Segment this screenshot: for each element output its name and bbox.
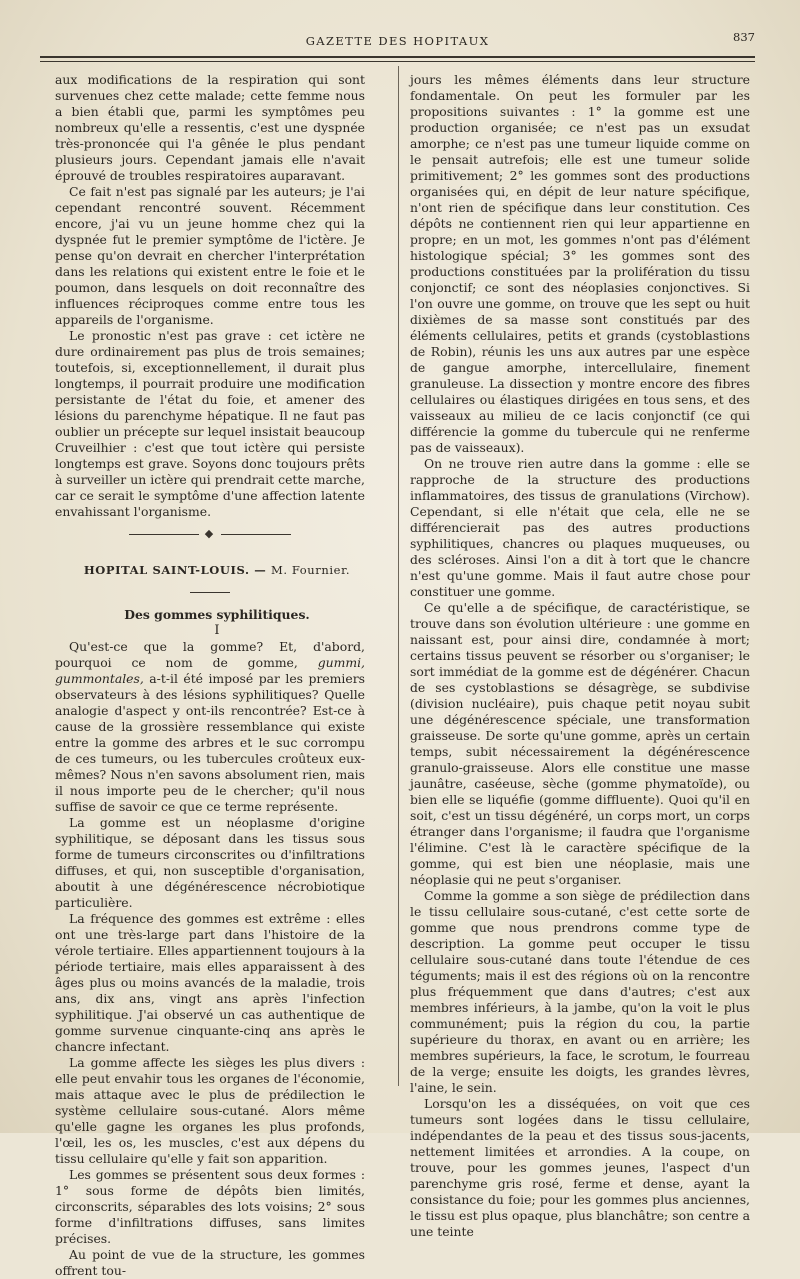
hospital-name: HOPITAL SAINT-LOUIS. —: [83, 563, 267, 577]
paragraph: Ce fait n'est pas signalé par les auteurs; je l'ai cependant rencontré souvent. Récemment encore, j'ai vu un jeune homme chez qui la dyspnée fut le premier symptôme de l'ictère. Je pense qu'on devrait en chercher l'interprétation dans les relations qui existent entre le foie et le poumon, dans lesquels on doit reconnaître des influences réciproques comme entre tous les appareils de l'organisme.: [55, 184, 365, 327]
section-heading: [55, 562, 365, 578]
section-number: I: [214, 623, 220, 638]
header-rule-thin: [40, 61, 755, 62]
paragraph: Comme la gomme a son siège de prédilection dans le tissu cellulaire sous-cutané, c'est cette sorte de gomme que nous prendrons comme type de description. La gomme peut occuper le tissu cellulaire sous-cutané dans toute l'étendue de ces téguments; mais il est des régions où on la rencontre plus fréquemment que dans d'autres; c'est aux membres inférieurs, à la jambe, qu'on la voit le plus communément; puis la région du cou, la partie supérieure du thorax, en avant ou en arrière; les membres supérieurs, la face, le scrotum, le fourreau de la verge; ensuite les doigts, les grandes lèvres, l'aine, le sein.: [410, 888, 750, 1095]
paragraph: Ce qu'elle a de spécifique, de caractéristique, se trouve dans son évolution ultérieure : une gomme en naissant est, pour ainsi dire, condamnée à mort; certains tissus peuvent se résorber ou s'organiser; le sort immédiat de la gomme est de dégénérer. Chacun de ses cystoblastions se désagrège, se subdivise (division nucléaire), puis chaque petit noyau subit une dégénérescence spéciale, une transformation graisseuse. De sorte qu'une gomme, après un certain temps, subit nécessairement la dégénérescence granulo-graisseuse. Alors elle constitue une masse jaunâtre, caséeuse, sèche (gomme phymatoïde), ou bien elle se liquéfie (gomme diffluente). Quoi qu'il en soit, c'est un tissu dégénéré, un corps mort, un corps étranger dans l'organisme; il faudra que l'organisme l'élimine. C'est là le caractère spécifique de la gomme, qui est bien une néoplasie, mais une néoplasie qui ne peut s'organiser.: [410, 600, 750, 887]
author-name: M. Fournier.: [270, 563, 351, 577]
journal-title: GAZETTE DES HOPITAUX: [305, 34, 490, 48]
latin-term: gummi, gummontales,: [55, 655, 365, 686]
paragraph: La gomme affecte les sièges les plus divers : elle peut envahir tous les organes de l'économie, mais attaque avec le plus de prédilection le système cellulaire sous-cutané. Alors même qu'elle gagne les organes les plus profonds, l'œil, les os, les muscles, c'est aux dépens du tissu cellulaire qu'elle y fait son apparition.: [55, 1055, 365, 1166]
paragraph: La gomme est un néoplasme d'origine syphilitique, se déposant dans les tissus sous forme de tumeurs circonscrites ou d'infiltrations diffuses, et qui, non susceptible d'organisation, aboutit à une dégénérescence nécrobiotique particulière.: [55, 815, 365, 910]
short-rule: [190, 592, 230, 593]
right-column: [410, 72, 750, 1240]
paragraph: Qu'est-ce que la gomme? Et, d'abord, pourquoi ce nom de gomme, gummi, gummontales, a-t-il été imposé par les premiers observateurs à des lésions syphilitiques? Quelle analogie d'aspect y ont-ils rencontrée? Est-ce à cause de la grossière ressemblance qui existe entre la gomme des arbres et le suc corrompu de ces tumeurs, ou les tubercules croûteux eux-mêmes? Nous n'en savons absolument rien, mais il nous importe peu de le chercher; qu'il nous suffise de savoir ce que ce terme représente.: [55, 639, 365, 814]
paragraph: Lorsqu'on les a disséquées, on voit que ces tumeurs sont logées dans le tissu cellulaire, indépendantes de la peau et des tissus sous-jacents, nettement limitées et arrondies. A la coupe, on trouve, pour les gommes jeunes, l'aspect d'un parenchyme gris rosé, ferme et dense, ayant la consistance du foie; pour les gommes plus anciennes, le tissu est plus opaque, plus blanchâtre; son centre a une teinte: [410, 1096, 750, 1239]
paragraph: aux modifications de la respiration qui sont survenues chez cette malade; cette femme nous a bien établi que, parmi les symptômes peu nombreux qu'elle a ressentis, c'est une dyspnée très-prononcée qui l'a gênée le plus pendant plusieurs jours. Cependant jamais elle n'avait éprouvé de troubles respiratoires auparavant.: [55, 72, 365, 183]
left-column: [55, 72, 365, 1279]
paragraph: jours les mêmes éléments dans leur structure fondamentale. On peut les formuler par les propositions suivantes : 1° la gomme est une production organisée; ce n'est pas un exsudat amorphe; ce n'est pas une tumeur liquide comme on le pensait autrefois; elle est une tumeur solide primitivement; 2° les gommes sont des productions organisées qui, en dépit de leur nature spécifique, n'ont rien de spécifique dans leur constitution. Ces dépôts ne contiennent rien qui leur appartienne en propre; en un mot, les gommes n'ont pas d'élément histologique spécial; 3° les gommes sont des productions constituées par la prolifération du tissu conjonctif; ce sont des néoplasies conjonctives. Si l'on ouvre une gomme, on trouve que les sept ou huit dixièmes de sa masse sont constitués par des éléments cellulaires, petits et grands (cystoblastions de Robin), réunis les uns aux autres par une espèce de gangue amorphe, intercellulaire, finement granuleuse. La dissection y montre encore des fibres cellulaires ou élastiques dirigées en tous sens, et des vaisseaux au milieu de ce lacis conjonctif (ce qui différencie la gomme du tubercule qui ne renferme pas de vaisseaux).: [410, 72, 750, 455]
paragraph: Au point de vue de la structure, les gommes offrent tou-: [55, 1247, 365, 1278]
section-ornament: ◆: [55, 526, 365, 542]
paragraph: La fréquence des gommes est extrême : elles ont une très-large part dans l'histoire de la vérole tertiaire. Elles appartiennent toujours à la période tertiaire, mais elles apparaissent à des âges plus ou moins avancés de la maladie, trois ans, dix ans, vingt ans après l'infection syphilitique. J'ai observé un cas authentique de gomme survenue cinquante-cinq ans après le chancre infectant.: [55, 911, 365, 1054]
paragraph: On ne trouve rien autre dans la gomme : elle se rapproche de la structure des productions inflammatoires, des tissus de granulations (Virchow). Cependant, si elle n'était que cela, elle ne se différencierait pas des autres productions syphilitiques, chancres ou plaques muqueuses, ou des scléroses. Ainsi l'on a dit à tort que le chancre n'est qu'une gomme. Mais il faut autre chose pour constituer une gomme.: [410, 456, 750, 599]
page-number: 837: [733, 30, 755, 44]
article-title: Des gommes syphilitiques.: [124, 607, 310, 622]
column-divider: [398, 66, 399, 1086]
header-rule: [40, 56, 755, 58]
paragraph: Le pronostic n'est pas grave : cet ictère ne dure ordinairement pas plus de trois semaines; toutefois, si, exceptionnellement, il durait plus longtemps, il pourrait produire une modification persistante de l'état du foie, et amener des lésions du parenchyme hépatique. Il ne faut pas oublier un précepte sur lequel insistait beaucoup Cruveilhier : c'est que tout ictère qui persiste longtemps est grave. Soyons donc toujours prêts à surveiller un ictère qui prendrait cette marche, car ce serait le symptôme d'une affection latente envahissant l'organisme.: [55, 328, 365, 519]
paragraph: Les gommes se présentent sous deux formes : 1° sous forme de dépôts bien limités, circonscrits, séparables des lots voisins; 2° sous forme d'infiltrations diffuses, sans limites précises.: [55, 1167, 365, 1246]
